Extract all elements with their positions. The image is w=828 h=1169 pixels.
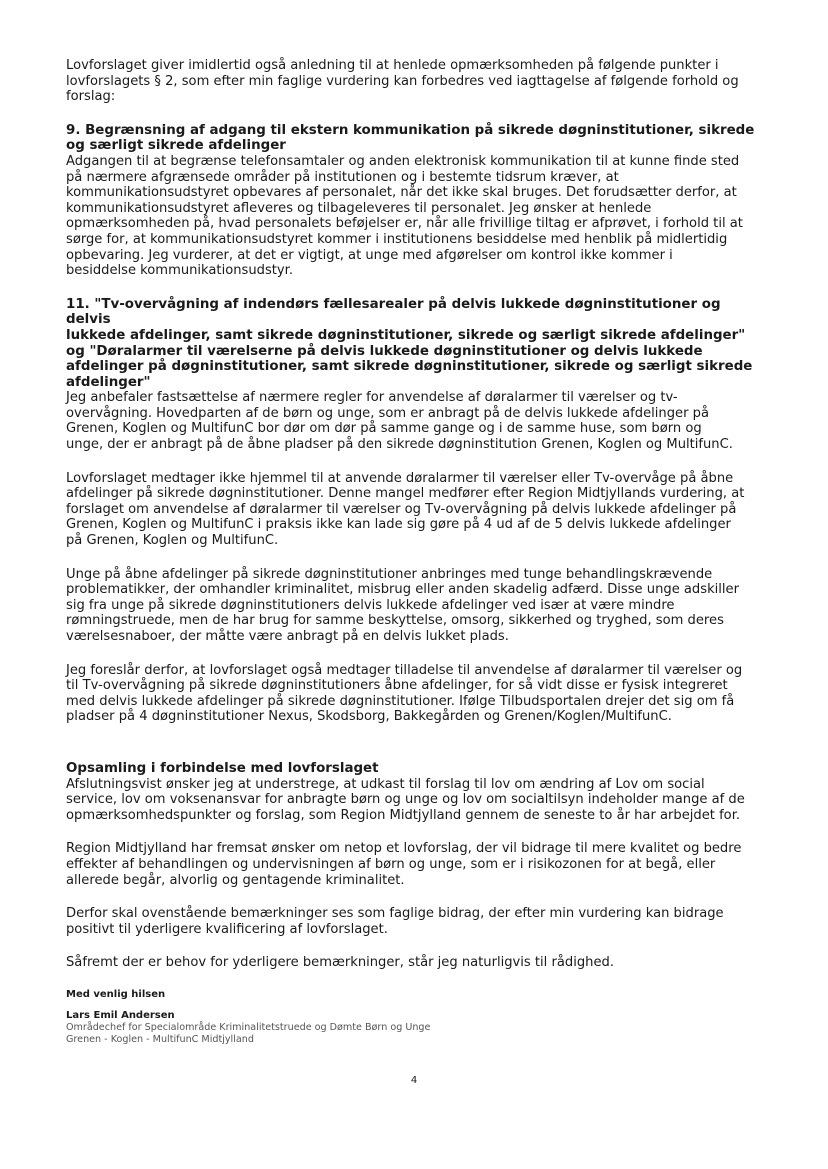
section-9 (66, 123, 768, 279)
signature-block (66, 989, 768, 1046)
summary-section (66, 761, 768, 823)
paragraph-proposal: Jeg foreslår derfor, at lovforslaget også medtager tilladelse til anvendelse af døralarmer til værelser og til Tv-overvågning på sikrede døgninstitutioners åbne afdelinger, for så vidt disse er fysisk integreret med delvis lukkede afdelinger på sikrede døgninstitutioner. Ifølge Tilbudsportalen drejer det sig om få pladser på 4 døgninstitutioner Nexus, Skodsborg, Bakkegården og Grenen/Koglen/MultifunC. (66, 662, 743, 725)
paragraph-availability: Såfremt der er behov for yderligere bemærkninger, står jeg naturligvis til rådighed. (66, 955, 614, 971)
section-11 (66, 297, 768, 453)
signature-name: Lars Emil Andersen (66, 1009, 175, 1021)
page-number: 4 (410, 1075, 418, 1086)
signature-greeting: Med venlig hilsen (66, 988, 166, 1000)
paragraph-region: Region Midtjylland har fremsat ønsker om netop et lovforslag, der vil bidrage til mere kvalitet og bedre effekter af behandlingen og undervisningen af børn og unge, som er i risikozonen for at begå, eller allerede begår, alvorlig og gentagende kriminalitet. (66, 841, 742, 888)
spacer (66, 743, 768, 761)
summary-body: Afslutningsvist ønsker jeg at understrege, at udkast til forslag til lov om ændring af Lov om social service, lov om voksenansvar for anbragte børn og unge og lov om socialtilsyn indeholder mange af de opmærksomhedspunkter og forslag, som Region Midtjylland gennem de seneste to år har arbejdet for. (66, 776, 745, 823)
signature-unit: Grenen - Koglen - MultifunC Midtjylland (66, 1033, 254, 1045)
paragraph-open-units: Unge på åbne afdelinger på sikrede døgninstitutioner anbringes med tunge behandlingskrævende problematikker, der omhandler kriminalitet, misbrug eller anden skadelig adfærd. Disse unge adskiller sig fra unge på sikrede døgninstitutioners delvis lukkede afdelinger ved især at være mindre rømningstruede, men de har brug for samme beskyttelse, omsorg, sikkerhed og tryghed, som deres værelsesnaboer, der måtte være anbragt på en delvis lukket plads. (66, 566, 739, 644)
section-11-body: Jeg anbefaler fastsættelse af nærmere regler for anvendelse af døralarmer til værelser og tv- overvågning. Hovedparten af de børn og unge, som er anbragt på de delvis lukkede afdelinger på Grenen, Koglen og MultifunC bor dør om dør på samme gange og i de samme huse, som børn og unge, der er anbragt på de åbne pladser på den sikrede døgninstitution Grenen, Koglen og MultifunC. (66, 390, 733, 453)
section-9-body: Adgangen til at begrænse telefonsamtaler og anden elektronisk kommunikation til at kunne finde sted på nærmere afgrænsede områder på institutionen og i bestemte tidsrum kræver, at kommunikationsudstyret opbevares af personalet, når det ikke skal bruges. Det forudsætter derfor, at kommunikationsudstyret afleveres og tilbageleveres til personalet. Jeg ønsker at henlede opmærksomheden på, hvad personalets beføjelser er, når alle frivillige tiltag er afprøvet, i forhold til at sørge for, at kommunikationsudstyret kommer i institutionens besiddelse med henblik på midlertidig opbevaring. Jeg vurderer, at det er vigtigt, at unge med afgørelser om kontrol ikke kommer i besiddelse kommunikationsudstyr. (66, 153, 743, 279)
section-11-heading: 11. "Tv-overvågning af indendørs fællesarealer på delvis lukkede døgninstitutioner og delvis lukkede afdelinger, samt sikrede døgninstitutioner, sikrede og særligt sikrede afdelinger" og "Døralarmer til værelserne på delvis lukkede døgninstitutioner og delvis lukkede afdelinger på døgninstitutioner, samt sikrede døgninstitutioner, sikrede og særligt sikrede afdelinger" (66, 296, 753, 390)
paragraph-door-alarms: Lovforslaget medtager ikke hjemmel til at anvende døralarmer til værelser eller Tv-overvåge på åbne afdelinger på sikrede døgninstitutioner. Denne mangel medfører efter Region Midtjyllands vurdering, at forslaget om anvendelse af døralarmer til værelser og Tv-overvågning på delvis lukkede afdelinger på Grenen, Koglen og MultifunC i praksis ikke kan lade sig gøre på 4 ud af de 5 delvis lukkede afdelinger på Grenen, Koglen og MultifunC. (66, 470, 745, 549)
summary-heading: Opsamling i forbindelse med lovforslaget (66, 760, 379, 776)
section-9-heading: 9. Begrænsning af adgang til ekstern kommunikation på sikrede døgninstitutioner, sikrede og særligt sikrede afdelinger (66, 122, 755, 154)
paragraph-contributions: Derfor skal ovenstående bemærkninger ses som faglige bidrag, der efter min vurdering kan bidrage positivt til yderligere kvalificering af lovforslaget. (66, 906, 724, 937)
signature-role: Områdechef for Specialområde Kriminalitetstruede og Dømte Børn og Unge (66, 1021, 431, 1033)
intro-paragraph: Lovforslaget giver imidlertid også anledning til at henlede opmærksomheden på følgende punkter i lovforslagets § 2, som efter min faglige vurdering kan forbedres ved iagttagelse af følgende forhold og forslag: (66, 58, 739, 105)
